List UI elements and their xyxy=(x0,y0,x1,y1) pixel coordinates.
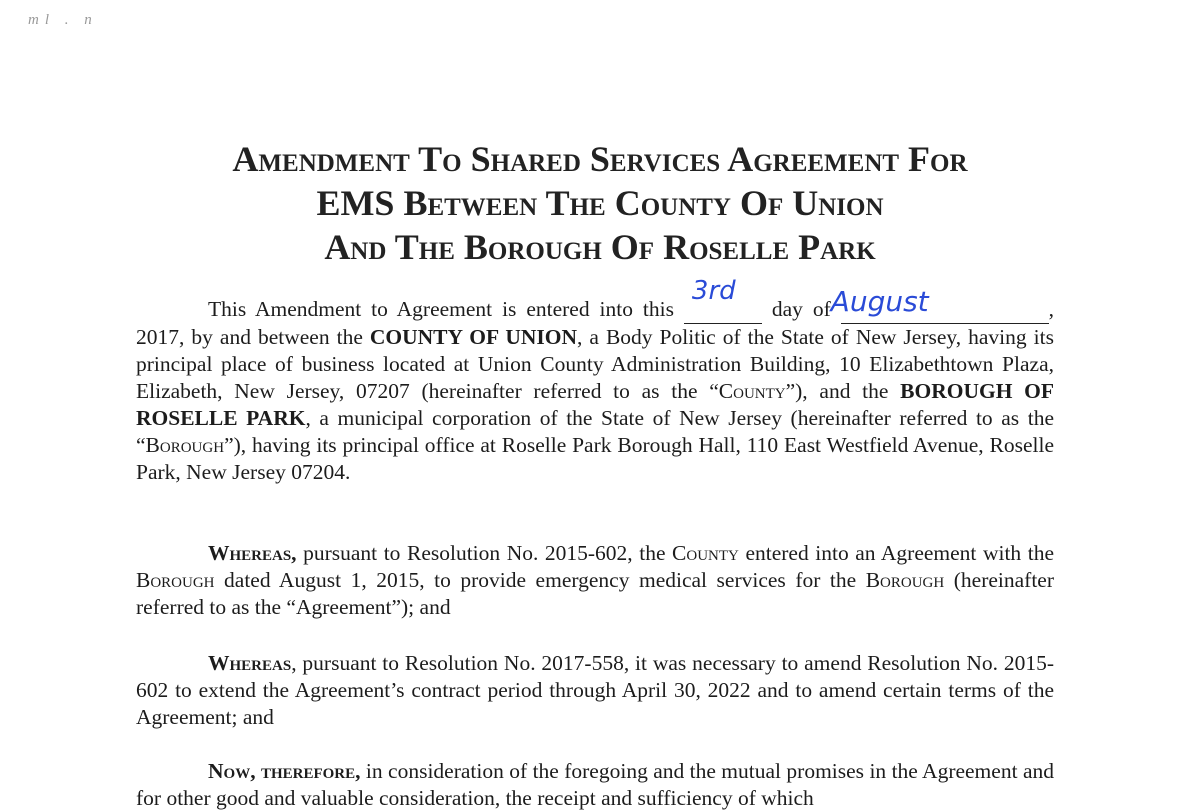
whereas1-text-3: dated August 1, 2015, to provide emergency medical services for the xyxy=(214,568,866,592)
borough-party-name: BOROUGH OF ROSELLE PARK xyxy=(136,379,1055,430)
intro-text-3: , 2017, by and between the xyxy=(136,297,1055,349)
month-blank xyxy=(830,285,1049,324)
now-therefore-text: in consideration of the foregoing and the mutual promises in the Agreement and for other good and valuable consideration, the receipt and sufficiency of which xyxy=(136,759,1054,810)
county-defined-term: County xyxy=(718,379,786,403)
intro-text-4: , a Body Politic of the State of New Jersey, having its principal place of business located at Union County Administration Building, 10 Elizabethtown Plaza, Elizabeth, New Jersey, 07207 (hereinafter referred to as the “ xyxy=(136,325,1054,403)
document-title xyxy=(0,137,1200,269)
whereas1-text-4: (hereinafter referred to as the “Agreement”); and xyxy=(136,568,1054,619)
handwritten-day: 3rd xyxy=(691,276,736,306)
intro-paragraph xyxy=(136,276,1055,486)
corner-annotation: ml . n xyxy=(28,12,98,28)
day-blank xyxy=(684,276,762,324)
borough-defined-term: Borough xyxy=(145,433,225,457)
county-party-name: COUNTY OF UNION xyxy=(369,325,577,349)
whereas-paragraph-1 xyxy=(136,540,1054,621)
whereas1-county: County xyxy=(672,541,739,565)
whereas-lead-1: Whereas, xyxy=(208,541,297,565)
whereas1-borough-2: Borough xyxy=(865,568,945,592)
whereas1-text-2: entered into an Agreement with the xyxy=(738,541,1054,565)
whereas2-text-1: , pursuant to Resolution No. 2017-558, it was necessary to amend Resolution No. 2015-602 to extend the Agreement’s contract period through April 30, 2022 and to amend certain terms of the Agreement; and xyxy=(136,651,1054,729)
title-line-1: Amendment To Shared Services Agreement For xyxy=(232,139,968,179)
intro-text-2: day of xyxy=(771,297,831,321)
whereas-paragraph-2 xyxy=(136,650,1054,731)
now-therefore-lead: Now, therefore, xyxy=(208,759,361,783)
title-line-3: And The Borough Of Roselle Park xyxy=(324,227,876,267)
whereas1-borough-1: Borough xyxy=(136,568,215,592)
whereas1-text-1: pursuant to Resolution No. 2015-602, the xyxy=(296,541,673,565)
now-therefore-paragraph xyxy=(136,758,1054,812)
intro-text-5: ”), and the xyxy=(785,379,889,403)
intro-text-6: , a municipal corporation of the State of New Jersey (hereinafter referred to as the “ xyxy=(136,406,1054,457)
intro-text-7: ”), having its principal office at Roselle Park Borough Hall, 110 East Westfield Avenue, Roselle Park, New Jersey 07204. xyxy=(136,433,1054,484)
title-line-2: EMS Between The County Of Union xyxy=(316,183,884,223)
whereas-lead-2: Whereas xyxy=(208,651,292,675)
intro-text-1: This Amendment to Agreement is entered into this xyxy=(208,297,674,321)
handwritten-month: August xyxy=(830,285,929,318)
